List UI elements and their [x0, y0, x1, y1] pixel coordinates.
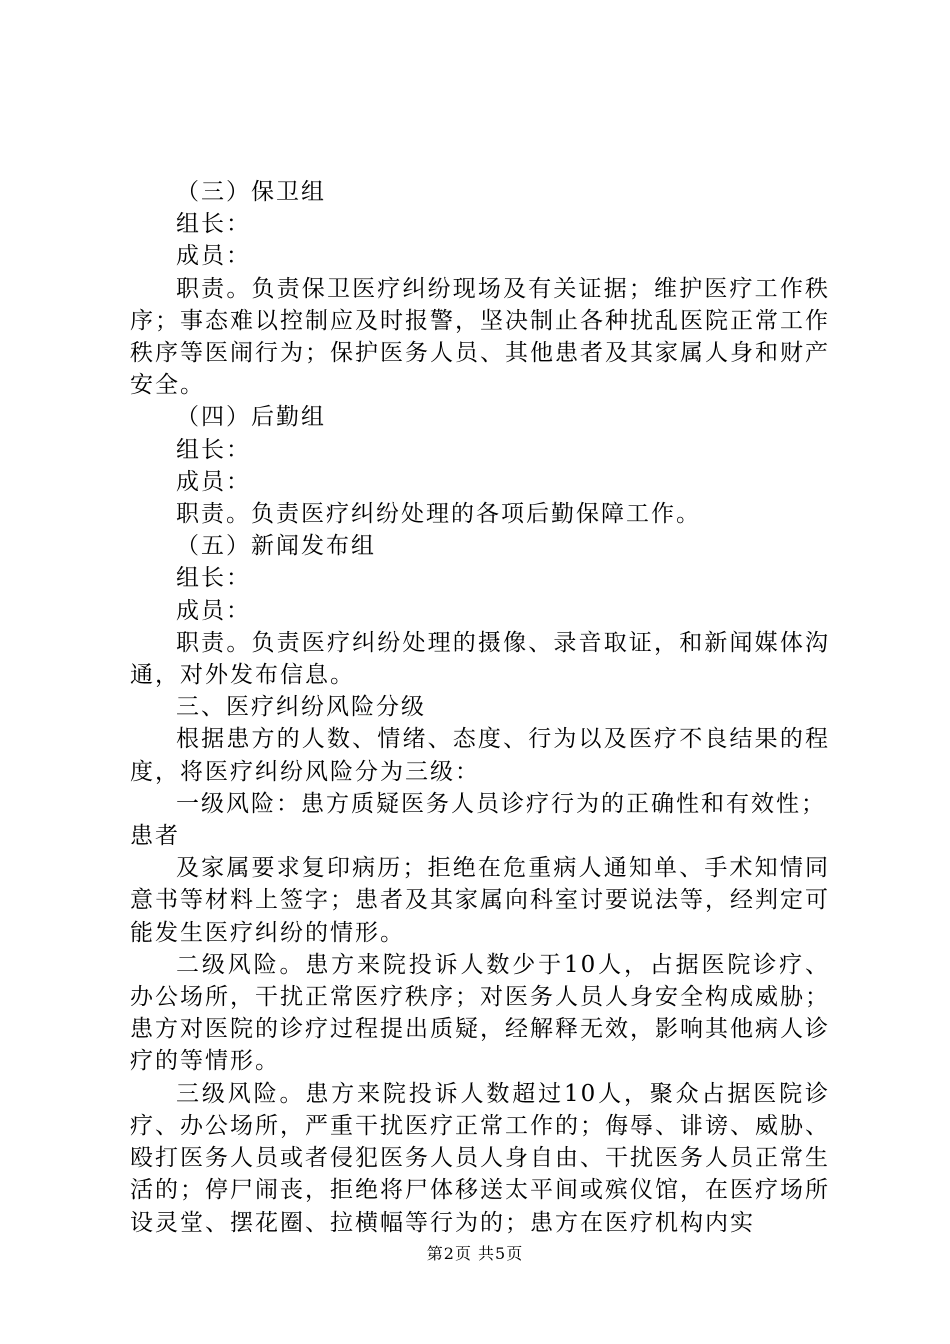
duty-paragraph-logistics: 职责。负责医疗纠纷处理的各项后勤保障工作。 [176, 501, 701, 528]
section-heading-security-group: （三）保卫组 [176, 179, 326, 205]
group-leader-line: 组长： [176, 211, 251, 238]
duty-paragraph-security: 职责。负责保卫医疗纠纷现场及有关证据；维护医疗工作秩序；事态难以控制应及时报警，坚决制止各种扰乱医院正常工作秩序等医闹行为；保护医务人员、其他患者及其家属人身和财产安全。 [130, 275, 830, 399]
duty-paragraph-press: 职责。负责医疗纠纷处理的摄像、录音取证，和新闻媒体沟通，对外发布信息。 [130, 629, 830, 689]
group-leader-line: 组长： [176, 565, 251, 592]
risk-level-two-paragraph: 二级风险。患方来院投诉人数少于10人，占据医院诊疗、办公场所，干扰正常医疗秩序；对医务人员人身安全构成威胁；患方对医院的诊疗过程提出质疑，经解释无效，影响其他病人诊疗的等情形。 [130, 951, 830, 1075]
risk-level-one-details: 及家属要求复印病历；拒绝在危重病人通知单、手术知情同意书等材料上签字；患者及其家属向科室讨要说法等，经判定可能发生医疗纠纷的情形。 [130, 855, 830, 946]
group-leader-line: 组长： [176, 436, 251, 463]
page-number-footer: 第2页 共5页 [426, 1244, 524, 1263]
group-members-line: 成员： [176, 468, 251, 495]
risk-level-one-continuation: 患者 [130, 823, 180, 850]
risk-intro-paragraph: 根据患方的人数、情绪、态度、行为以及医疗不良结果的程度，将医疗纠纷风险分为三级： [130, 726, 830, 785]
section-heading-risk-levels: 三、医疗纠纷风险分级 [176, 694, 426, 721]
section-heading-logistics-group: （四）后勤组 [176, 404, 326, 431]
section-heading-press-group: （五）新闻发布组 [176, 533, 376, 560]
risk-level-three-paragraph: 三级风险。患方来院投诉人数超过10人，聚众占据医院诊疗、办公场所，严重干扰医疗正常工作的；侮辱、诽谤、威胁、殴打医务人员或者侵犯医务人员人身自由、干扰医务人员正常生活的；停尸闹丧，拒绝将尸体移送太平间或殡仪馆，在医疗场所设灵堂、摆花圈、拉横幅等行为的；患方在医疗机构内实 [130, 1080, 830, 1236]
risk-level-one-paragraph: 一级风险：患方质疑医务人员诊疗行为的正确性和有效性； [176, 790, 826, 817]
group-members-line: 成员： [176, 597, 251, 624]
group-members-line: 成员： [176, 243, 251, 270]
document-body [130, 176, 830, 1239]
